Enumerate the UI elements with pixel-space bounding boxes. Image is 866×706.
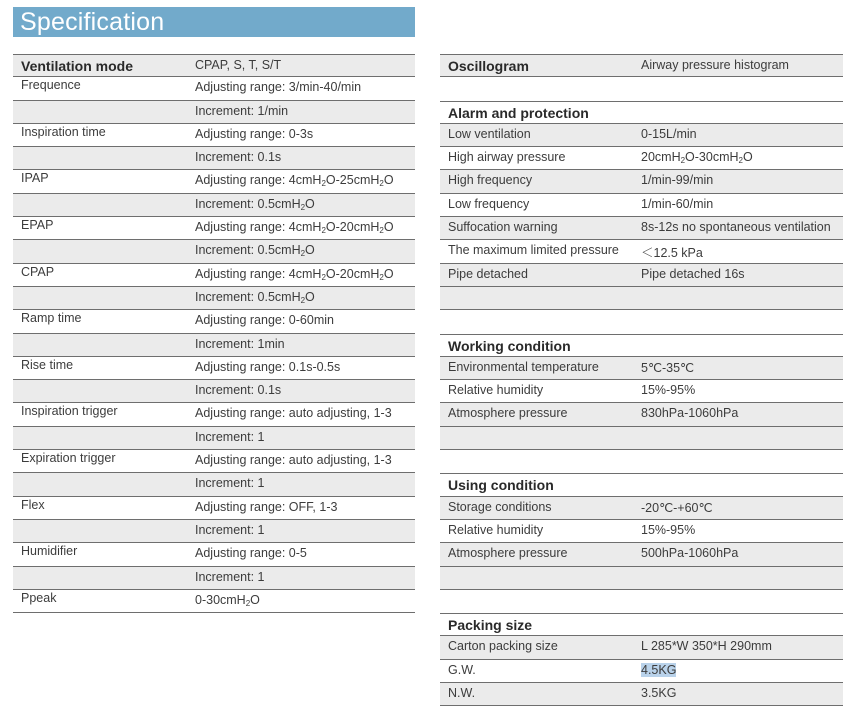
- spec-value: Adjusting range: 0-5: [195, 546, 307, 561]
- spec-value: Increment: 1: [195, 522, 265, 537]
- right-spec-table: [440, 54, 843, 706]
- table-header-row: [440, 54, 843, 77]
- spec-value: Increment: 0.1s: [195, 150, 282, 165]
- spec-value: Increment: 0.5cmH$_2$O: [195, 243, 315, 259]
- spec-value: 0-30cmH$_2$O: [195, 592, 260, 608]
- table-row: [13, 170, 415, 193]
- section-header-row: [440, 473, 843, 496]
- spec-label: N.W.: [448, 686, 476, 701]
- spec-label: IPAP: [21, 171, 49, 186]
- table-row: [13, 194, 415, 217]
- section-header-row: [440, 334, 843, 357]
- spec-value: Increment: 1: [195, 476, 265, 491]
- spec-value: Adjusting range: 3/min-40/min: [195, 80, 362, 95]
- spec-label: Relative humidity: [448, 522, 544, 537]
- table-row: [440, 403, 843, 426]
- section-title: Alarm and protection: [448, 104, 589, 121]
- table-row: [13, 380, 415, 403]
- spec-value: Pipe detached 16s: [641, 266, 745, 281]
- table-row: [440, 497, 843, 520]
- spec-label: High frequency: [448, 173, 533, 188]
- spec-value: -20℃-+60℃: [641, 500, 713, 515]
- spec-value: Increment: 0.1s: [195, 383, 282, 398]
- spec-value: Airway pressure histogram: [641, 58, 789, 72]
- title-bar: [13, 7, 415, 37]
- table-row: [13, 590, 415, 613]
- table-row: [13, 473, 415, 496]
- blank-row: [440, 427, 843, 450]
- table-row: [13, 567, 415, 590]
- spec-value: 3.5KG: [641, 686, 677, 701]
- page-title: Specification: [20, 8, 165, 36]
- spec-label: The maximum limited pressure: [448, 243, 619, 258]
- spec-value: Adjusting range: OFF, 1-3: [195, 499, 338, 514]
- spec-label: Expiration trigger: [21, 451, 116, 466]
- spec-value: Adjusting range: 4cmH$_2$O-25cmH$_2$O: [195, 173, 394, 189]
- spec-label: Frequence: [21, 78, 81, 93]
- spec-value: 4.5KG: [641, 662, 677, 677]
- table-header-row: [13, 54, 415, 77]
- table-row: [13, 124, 415, 147]
- spec-value: Adjusting range: 0-60min: [195, 313, 334, 328]
- table-row: [13, 357, 415, 380]
- spec-label: Low ventilation: [448, 126, 531, 141]
- spec-value: 15%-95%: [641, 522, 696, 537]
- table-row: [13, 497, 415, 520]
- spec-label: CPAP: [21, 264, 55, 279]
- spec-value: 15%-95%: [641, 383, 696, 398]
- spec-value: Increment: 0.5cmH$_2$O: [195, 289, 315, 305]
- spec-label: Suffocation warning: [448, 220, 558, 235]
- table-row: [440, 147, 843, 170]
- section-header-row: [440, 101, 843, 124]
- spec-label: Inspiration time: [21, 124, 106, 139]
- section-title: Oscillogram: [448, 58, 529, 74]
- table-row: [440, 357, 843, 380]
- table-row: [13, 77, 415, 100]
- spec-label: Ramp time: [21, 311, 82, 326]
- spec-value: L 285*W 350*H 290mm: [641, 639, 772, 654]
- spec-label: EPAP: [21, 218, 54, 233]
- table-row: [13, 264, 415, 287]
- spec-value: Adjusting range: 0.1s-0.5s: [195, 359, 341, 374]
- spec-value: Adjusting range: 0-3s: [195, 126, 314, 141]
- spec-label: Atmosphere pressure: [448, 546, 568, 561]
- table-row: [440, 170, 843, 193]
- spec-value: 5℃-35℃: [641, 360, 695, 375]
- spec-value: Increment: 1min: [195, 336, 285, 351]
- spec-value: Adjusting range: auto adjusting, 1-3: [195, 406, 392, 421]
- spec-value: Increment: 0.5cmH$_2$O: [195, 196, 315, 212]
- spec-value: 8s-12s no spontaneous ventilation: [641, 220, 831, 235]
- table-row: [440, 380, 843, 403]
- spec-value: 20cmH$_2$O-30cmH$_2$O: [641, 150, 753, 166]
- table-row: [13, 450, 415, 473]
- table-row: [440, 124, 843, 147]
- spec-label: Relative humidity: [448, 383, 544, 398]
- table-row: [13, 217, 415, 240]
- spec-label: Flex: [21, 497, 45, 512]
- table-row: [440, 636, 843, 659]
- spec-value: 830hPa-1060hPa: [641, 406, 739, 421]
- blank-row: [440, 287, 843, 310]
- ventilation-table: [13, 54, 415, 613]
- table-row: [13, 101, 415, 124]
- section-header-row: [440, 613, 843, 636]
- table-row: [13, 310, 415, 333]
- table-row: [440, 264, 843, 287]
- spec-label: Inspiration trigger: [21, 404, 118, 419]
- spec-label: Atmosphere pressure: [448, 406, 568, 421]
- table-row: [440, 240, 843, 263]
- spec-label: Storage conditions: [448, 499, 552, 514]
- spec-value: Adjusting range: auto adjusting, 1-3: [195, 453, 392, 468]
- table-row: [13, 520, 415, 543]
- table-row: [13, 403, 415, 426]
- table-row: [13, 147, 415, 170]
- section-title: Using condition: [448, 477, 554, 494]
- spec-value: Increment: 1/min: [195, 103, 289, 118]
- table-row: [13, 334, 415, 357]
- spec-label: G.W.: [448, 662, 476, 677]
- spec-value: 1/min-60/min: [641, 196, 714, 211]
- spec-label: Ventilation mode: [21, 58, 134, 74]
- table-row: [13, 287, 415, 310]
- spec-value: Adjusting range: 4cmH$_2$O-20cmH$_2$O: [195, 266, 394, 282]
- spec-value: Increment: 1: [195, 429, 265, 444]
- spec-label: Rise time: [21, 357, 74, 372]
- table-row: [13, 427, 415, 450]
- blank-row: [440, 567, 843, 590]
- section-title: Working condition: [448, 337, 571, 354]
- spec-label: Environmental temperature: [448, 359, 599, 374]
- spec-label: High airway pressure: [448, 150, 566, 165]
- spec-value: 500hPa-1060hPa: [641, 546, 739, 561]
- spec-value: Increment: 1: [195, 569, 265, 584]
- table-row: [440, 520, 843, 543]
- spec-value: ＜12.5 kPa: [641, 246, 703, 261]
- table-row: [13, 543, 415, 566]
- spec-label: Ppeak: [21, 590, 57, 605]
- table-row: [440, 683, 843, 706]
- spec-label: Carton packing size: [448, 639, 558, 654]
- spec-label: Pipe detached: [448, 266, 528, 281]
- spec-value: 0-15L/min: [641, 126, 697, 141]
- table-row: [440, 543, 843, 566]
- spec-value: 1/min-99/min: [641, 173, 714, 188]
- table-row: [440, 194, 843, 217]
- spec-label: Low frequency: [448, 196, 530, 211]
- spec-value: Adjusting range: 4cmH$_2$O-20cmH$_2$O: [195, 220, 394, 236]
- table-row: [440, 217, 843, 240]
- section-title: Packing size: [448, 617, 533, 634]
- spec-value: CPAP, S, T, S/T: [195, 58, 282, 72]
- spec-label: Humidifier: [21, 544, 78, 559]
- table-row: [13, 240, 415, 263]
- table-row: [440, 660, 843, 683]
